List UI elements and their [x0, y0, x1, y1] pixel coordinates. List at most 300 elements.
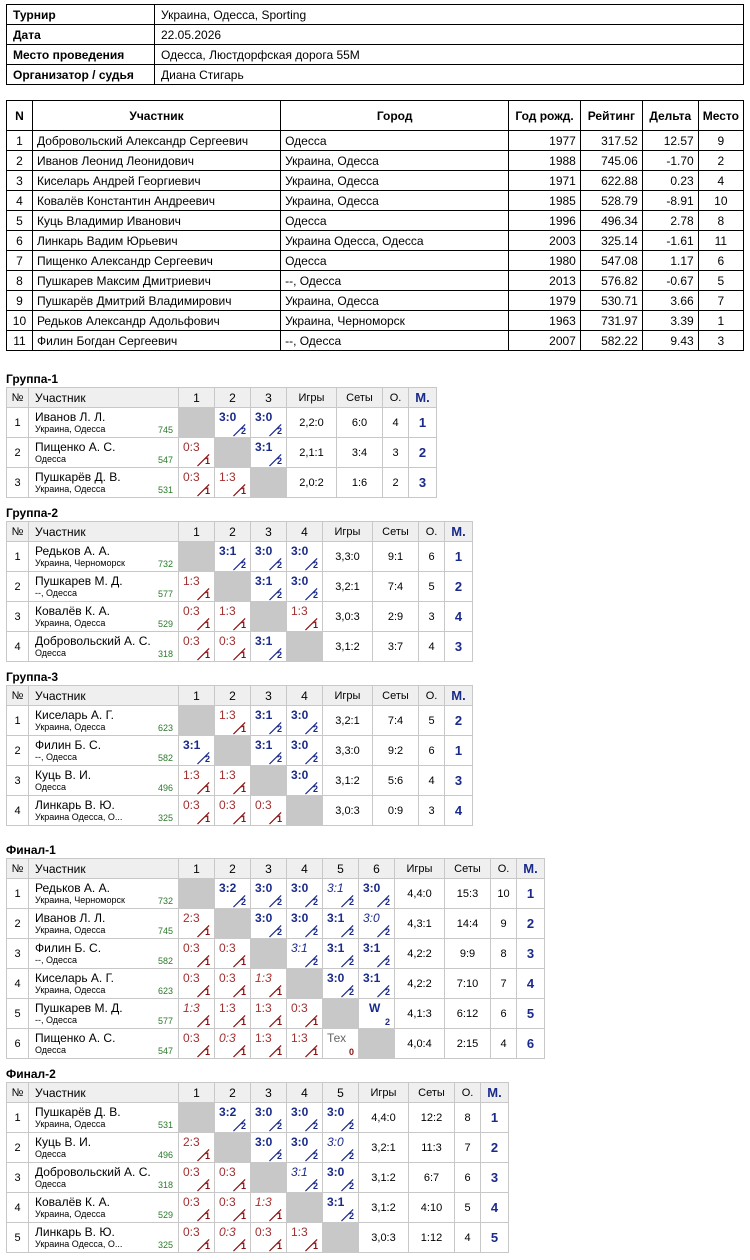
- match-set-score: W: [369, 1001, 381, 1015]
- match-set-score: 1:3: [219, 470, 236, 484]
- group-row-number: 6: [7, 1029, 29, 1059]
- match-points: 1: [240, 1181, 246, 1191]
- match-set-score: 1:3: [255, 971, 272, 985]
- match-score: [179, 939, 214, 968]
- participant-cell: 2.78: [642, 211, 698, 231]
- group-points: 3: [383, 438, 409, 468]
- match-cell: [179, 1163, 215, 1193]
- group-place: 3: [445, 632, 473, 662]
- match-score: [323, 969, 358, 998]
- group-games: 4,2:2: [395, 939, 445, 969]
- group-sets: 15:3: [445, 879, 491, 909]
- match-set-score: 3:0: [291, 911, 309, 925]
- match-points: 2: [240, 1121, 246, 1131]
- group-sets: 11:3: [409, 1133, 455, 1163]
- player-name: Иванов Л. Л.: [35, 410, 106, 424]
- participant-cell: 2: [7, 151, 33, 171]
- self-cell: [251, 1163, 287, 1193]
- group-points: 5: [419, 572, 445, 602]
- match-set-score: 3:0: [255, 1135, 273, 1149]
- participant-row: [7, 211, 744, 231]
- match-cell: [251, 969, 287, 999]
- match-points: 1: [204, 987, 210, 997]
- group-player: [29, 909, 179, 939]
- match-cell: [215, 969, 251, 999]
- group-player: [29, 1193, 179, 1223]
- match-cell: [287, 766, 323, 796]
- match-cell: [215, 766, 251, 796]
- match-score: [215, 1029, 250, 1058]
- match-score: [179, 602, 214, 631]
- group-header: 3: [251, 686, 287, 706]
- match-points: 2: [312, 1121, 318, 1131]
- group-header: №: [7, 388, 29, 408]
- match-cell: [215, 632, 251, 662]
- participant-row: [7, 171, 744, 191]
- participant-cell: 582.22: [580, 331, 642, 351]
- match-cell: [179, 969, 215, 999]
- match-points: 2: [312, 560, 318, 570]
- match-score: [251, 1133, 286, 1162]
- match-points: 2: [384, 927, 390, 937]
- participant-cell: 622.88: [580, 171, 642, 191]
- group-place: 1: [481, 1103, 509, 1133]
- match-set-score: 3:1: [291, 941, 308, 955]
- match-cell: [179, 766, 215, 796]
- group-place: 5: [481, 1223, 509, 1253]
- match-set-score: 3:0: [255, 544, 273, 558]
- group-header: Игры: [359, 1083, 409, 1103]
- match-score: [287, 602, 322, 631]
- player-city: --, Одесса: [35, 588, 78, 598]
- match-cell: [287, 1133, 323, 1163]
- match-cell: [251, 1193, 287, 1223]
- group-points: 4: [419, 632, 445, 662]
- match-cell: [287, 1223, 323, 1253]
- participant-cell: 2003: [509, 231, 581, 251]
- participant-row: [7, 251, 744, 271]
- group-place: 3: [517, 939, 545, 969]
- group-points: 6: [491, 999, 517, 1029]
- player-city: Украина, Черноморск: [35, 895, 125, 905]
- match-score: [179, 1193, 214, 1222]
- match-set-score: 3:0: [291, 1135, 309, 1149]
- participant-cell: -0.67: [642, 271, 698, 291]
- self-cell: [251, 766, 287, 796]
- match-cell: [251, 736, 287, 766]
- group-header: М.: [409, 388, 437, 408]
- match-set-score: 2:3: [183, 1135, 200, 1149]
- group-sets: 1:12: [409, 1223, 455, 1253]
- participant-cell: 10: [698, 191, 743, 211]
- match-score: [215, 1193, 250, 1222]
- group-header: 3: [251, 388, 287, 408]
- group-games: 3,0:3: [323, 602, 373, 632]
- match-score: [251, 969, 286, 998]
- player-city: --, Одесса: [35, 1015, 78, 1025]
- player-name: Иванов Л. Л.: [35, 911, 106, 925]
- group-row: [7, 909, 545, 939]
- match-score: [251, 1103, 286, 1132]
- group-header: 3: [251, 522, 287, 542]
- participant-cell: Линкарь Вадим Юрьевич: [32, 231, 280, 251]
- group-place: 1: [445, 736, 473, 766]
- match-set-score: Тех: [327, 1031, 347, 1045]
- participant-cell: 11: [7, 331, 33, 351]
- participants-header: N: [7, 101, 33, 131]
- group-points: 3: [419, 796, 445, 826]
- match-score: [251, 1223, 286, 1252]
- match-cell: [215, 408, 251, 438]
- group-row: [7, 1163, 509, 1193]
- group-header: Сеты: [445, 859, 491, 879]
- participant-cell: -1.70: [642, 151, 698, 171]
- info-row: [7, 5, 744, 25]
- group-points: 6: [455, 1163, 481, 1193]
- match-cell: [179, 438, 215, 468]
- match-points: 2: [348, 897, 354, 907]
- group-sets: 6:7: [409, 1163, 455, 1193]
- player-city: --, Одесса: [35, 752, 78, 762]
- match-set-score: 3:0: [255, 410, 273, 424]
- group-row-number: 1: [7, 408, 29, 438]
- match-set-score: 0:3: [219, 798, 236, 812]
- group-row: [7, 706, 473, 736]
- group-player: [29, 1163, 179, 1193]
- player-rating: 325: [157, 813, 173, 823]
- match-set-score: 3:0: [327, 971, 345, 985]
- match-points: 1: [204, 620, 210, 630]
- participant-row: [7, 291, 744, 311]
- participant-cell: 1979: [509, 291, 581, 311]
- group-row-number: 2: [7, 736, 29, 766]
- match-points: 2: [348, 1181, 354, 1191]
- match-set-score: 1:3: [183, 1001, 200, 1015]
- match-cell: [215, 1029, 251, 1059]
- group-header: М.: [445, 522, 473, 542]
- match-points: 1: [204, 1151, 210, 1161]
- participant-cell: 3: [698, 331, 743, 351]
- group-player: [29, 999, 179, 1029]
- group-player: [29, 468, 179, 498]
- match-set-score: 0:3: [183, 634, 200, 648]
- match-points: 2: [276, 426, 282, 436]
- group-points: 6: [419, 542, 445, 572]
- group-header: О.: [419, 522, 445, 542]
- participant-cell: Редьков Александр Адольфович: [32, 311, 280, 331]
- match-score: [215, 999, 250, 1028]
- match-set-score: 3:0: [291, 768, 309, 782]
- match-set-score: 3:1: [255, 738, 273, 752]
- participant-cell: 576.82: [580, 271, 642, 291]
- group-header: 1: [179, 522, 215, 542]
- match-set-score: 3:0: [291, 544, 309, 558]
- group-place: 2: [517, 909, 545, 939]
- match-points: 1: [240, 1241, 246, 1251]
- group-row-number: 2: [7, 1133, 29, 1163]
- info-row: [7, 65, 744, 85]
- match-score: [359, 879, 394, 908]
- group-points: 2: [383, 468, 409, 498]
- group-sets: 3:4: [337, 438, 383, 468]
- player-name: Линкарь В. Ю.: [35, 1225, 115, 1239]
- match-cell: [323, 939, 359, 969]
- group-player: [29, 1223, 179, 1253]
- match-points: 2: [240, 426, 246, 436]
- match-score: [287, 1223, 322, 1252]
- group-games: 4,4:0: [359, 1103, 409, 1133]
- group-row-number: 4: [7, 1193, 29, 1223]
- participant-cell: 731.97: [580, 311, 642, 331]
- match-cell: [359, 939, 395, 969]
- group-games: 3,2:1: [323, 572, 373, 602]
- self-cell: [215, 909, 251, 939]
- group-row: [7, 542, 473, 572]
- match-score: [215, 796, 250, 825]
- player-name: Добровольский А. С.: [35, 1165, 151, 1179]
- match-set-score: 0:3: [255, 798, 272, 812]
- group-row: [7, 736, 473, 766]
- match-set-score: 1:3: [219, 708, 236, 722]
- match-score: [179, 999, 214, 1028]
- group-row-number: 5: [7, 1223, 29, 1253]
- participant-cell: 12.57: [642, 131, 698, 151]
- player-city: Украина Одесса, О...: [35, 812, 123, 822]
- participant-cell: 528.79: [580, 191, 642, 211]
- match-set-score: 0:3: [219, 1165, 236, 1179]
- participant-cell: Украина, Одесса: [281, 151, 509, 171]
- match-score: [287, 1103, 322, 1132]
- match-score: [179, 736, 214, 765]
- participant-cell: --, Одесса: [281, 271, 509, 291]
- self-cell: [179, 542, 215, 572]
- player-name: Линкарь В. Ю.: [35, 798, 115, 812]
- match-points: 1: [240, 486, 246, 496]
- group-title: Группа-1: [6, 372, 59, 386]
- participant-cell: Филин Богдан Сергеевич: [32, 331, 280, 351]
- self-cell: [323, 1223, 359, 1253]
- match-points: 2: [276, 724, 282, 734]
- participant-cell: 11: [698, 231, 743, 251]
- match-points: 2: [312, 927, 318, 937]
- group-row-number: 4: [7, 632, 29, 662]
- match-cell: [323, 1163, 359, 1193]
- match-points: 1: [276, 1241, 282, 1251]
- group-header: 1: [179, 388, 215, 408]
- match-score: [287, 706, 322, 735]
- match-points: 2: [276, 456, 282, 466]
- match-cell: [287, 939, 323, 969]
- group-row: [7, 602, 473, 632]
- match-cell: [179, 632, 215, 662]
- match-points: 1: [204, 957, 210, 967]
- group-header: Игры: [395, 859, 445, 879]
- group-player: [29, 542, 179, 572]
- participant-cell: 3: [7, 171, 33, 191]
- match-score: [323, 1133, 358, 1162]
- player-rating: 496: [157, 1150, 173, 1160]
- group-title: Финал-1: [6, 843, 56, 857]
- group-points: 5: [455, 1193, 481, 1223]
- group-sets: 7:4: [373, 706, 419, 736]
- player-name: Киселарь А. Г.: [35, 708, 114, 722]
- participant-cell: 1977: [509, 131, 581, 151]
- self-cell: [251, 602, 287, 632]
- match-score: [215, 468, 250, 497]
- match-set-score: 1:3: [291, 1031, 308, 1045]
- match-set-score: 3:1: [327, 911, 345, 925]
- participants-header: Дельта: [642, 101, 698, 131]
- participant-cell: 4: [698, 171, 743, 191]
- match-points: 1: [312, 1017, 318, 1027]
- match-points: 2: [348, 957, 354, 967]
- group-row: [7, 1193, 509, 1223]
- group-header: Сеты: [373, 522, 419, 542]
- participant-cell: Киселарь Андрей Георгиевич: [32, 171, 280, 191]
- player-city: Одесса: [35, 648, 67, 658]
- match-set-score: 1:3: [219, 1001, 236, 1015]
- match-score: [323, 1029, 358, 1058]
- group-place: 2: [445, 572, 473, 602]
- player-name: Редьков А. А.: [35, 881, 110, 895]
- info-key: Организатор / судья: [7, 65, 155, 85]
- player-rating: 745: [157, 425, 173, 435]
- group-games: 3,1:2: [323, 766, 373, 796]
- group-games: 3,3:0: [323, 542, 373, 572]
- player-name: Добровольский А. С.: [35, 634, 151, 648]
- match-points: 1: [276, 814, 282, 824]
- match-cell: [251, 796, 287, 826]
- match-set-score: 3:1: [327, 941, 345, 955]
- match-cell: [359, 909, 395, 939]
- match-score: [359, 999, 394, 1028]
- match-points: 2: [240, 897, 246, 907]
- info-key: Дата: [7, 25, 155, 45]
- match-points: 2: [348, 1151, 354, 1161]
- participant-cell: 1971: [509, 171, 581, 191]
- group-header: 1: [179, 686, 215, 706]
- participant-cell: 3.66: [642, 291, 698, 311]
- self-cell: [215, 572, 251, 602]
- match-set-score: 3:0: [291, 574, 309, 588]
- match-score: [179, 572, 214, 601]
- group-row-number: 1: [7, 542, 29, 572]
- group-header: Участник: [29, 859, 179, 879]
- player-rating: 547: [157, 455, 173, 465]
- group-header: Сеты: [409, 1083, 455, 1103]
- group-row: [7, 1029, 545, 1059]
- group-header: 4: [287, 522, 323, 542]
- group-points: 8: [491, 939, 517, 969]
- match-cell: [215, 999, 251, 1029]
- group-row: [7, 438, 437, 468]
- participant-cell: Украина, Одесса: [281, 191, 509, 211]
- match-score: [215, 542, 250, 571]
- match-score: [215, 706, 250, 735]
- participant-cell: 2007: [509, 331, 581, 351]
- match-set-score: 3:1: [183, 738, 201, 752]
- match-cell: [179, 999, 215, 1029]
- match-set-score: 3:1: [291, 1165, 308, 1179]
- match-cell: [251, 1029, 287, 1059]
- match-score: [215, 1103, 250, 1132]
- match-score: [179, 632, 214, 661]
- participant-row: [7, 311, 744, 331]
- group-sets: 6:0: [337, 408, 383, 438]
- match-points: 2: [312, 724, 318, 734]
- participant-row: [7, 151, 744, 171]
- group-place: 6: [517, 1029, 545, 1059]
- group-player: [29, 969, 179, 999]
- match-points: 2: [348, 987, 354, 997]
- match-set-score: 3:1: [255, 634, 273, 648]
- participant-cell: 1: [7, 131, 33, 151]
- match-set-score: 3:0: [291, 738, 309, 752]
- match-set-score: 3:0: [327, 1165, 345, 1179]
- match-points: 2: [384, 987, 390, 997]
- participant-row: [7, 231, 744, 251]
- match-cell: [215, 1193, 251, 1223]
- match-points: 1: [204, 927, 210, 937]
- match-points: 2: [348, 1121, 354, 1131]
- info-value: Одесса, Люстдорфская дорога 55М: [155, 45, 744, 65]
- group-row-number: 1: [7, 1103, 29, 1133]
- match-points: 1: [240, 724, 246, 734]
- match-score: [215, 408, 250, 437]
- participant-cell: Одесса: [281, 131, 509, 151]
- group-games: 3,3:0: [323, 736, 373, 766]
- group-player: [29, 632, 179, 662]
- participant-cell: 5: [7, 211, 33, 231]
- match-cell: [323, 969, 359, 999]
- group-header: Игры: [323, 522, 373, 542]
- group-place: 5: [517, 999, 545, 1029]
- group-header: Игры: [323, 686, 373, 706]
- group-player: [29, 602, 179, 632]
- match-cell: [251, 909, 287, 939]
- match-cell: [215, 468, 251, 498]
- match-set-score: 0:3: [183, 1165, 200, 1179]
- match-score: [287, 766, 322, 795]
- player-name: Пушкарёв Д. В.: [35, 470, 121, 484]
- group-row: [7, 1133, 509, 1163]
- match-points: 1: [204, 1241, 210, 1251]
- match-points: 1: [276, 1211, 282, 1221]
- group-header: 1: [179, 859, 215, 879]
- match-score: [179, 909, 214, 938]
- match-score: [251, 1029, 286, 1058]
- participant-row: [7, 331, 744, 351]
- player-name: Ковалёв К. А.: [35, 604, 110, 618]
- group-place: 1: [409, 408, 437, 438]
- match-set-score: 0:3: [219, 1195, 236, 1209]
- player-rating: 732: [157, 896, 173, 906]
- match-cell: [287, 1163, 323, 1193]
- group-place: 2: [481, 1133, 509, 1163]
- player-name: Пищенко А. С.: [35, 1031, 116, 1045]
- group-header: Участник: [29, 522, 179, 542]
- match-set-score: 0:3: [219, 941, 236, 955]
- match-set-score: 1:3: [291, 1225, 308, 1239]
- match-score: [359, 939, 394, 968]
- match-score: [179, 969, 214, 998]
- group-place: 1: [445, 542, 473, 572]
- match-set-score: 1:3: [255, 1195, 272, 1209]
- tournament-info-table: [6, 4, 744, 85]
- player-name: Филин Б. С.: [35, 941, 102, 955]
- info-key: Место проведения: [7, 45, 155, 65]
- participant-cell: Пушкарев Максим Дмитриевич: [32, 271, 280, 291]
